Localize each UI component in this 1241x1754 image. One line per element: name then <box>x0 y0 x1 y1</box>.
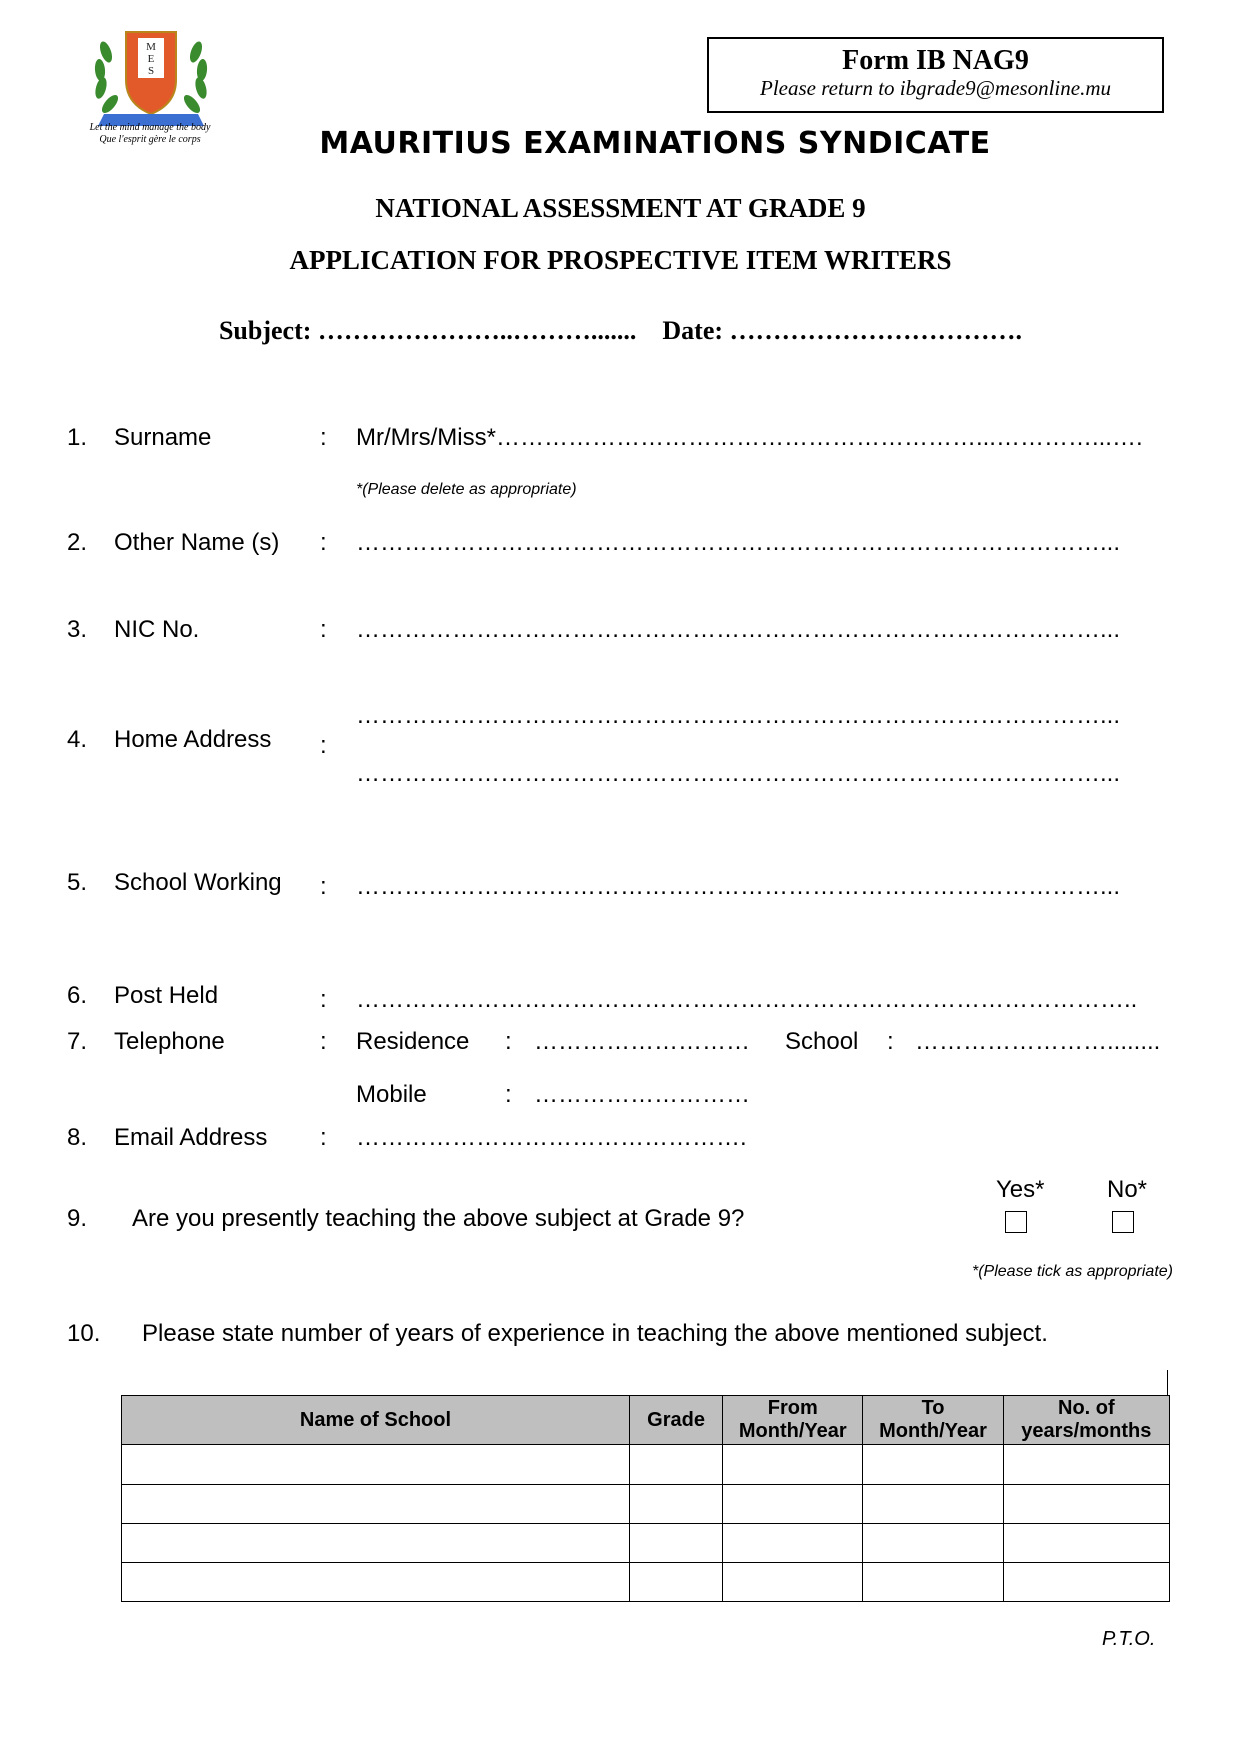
grade-cell[interactable] <box>629 1524 722 1563</box>
grade-cell[interactable] <box>629 1485 722 1524</box>
q7-colon: : <box>320 1028 327 1055</box>
q2-colon: : <box>320 529 327 556</box>
return-note: Please return to ibgrade9@mesonline.mu <box>760 76 1111 100</box>
duration-cell[interactable] <box>1003 1563 1169 1602</box>
form-id-box <box>707 37 1164 113</box>
email-field[interactable]: …………………………………………. <box>356 1124 747 1151</box>
svg-text:M: M <box>146 41 156 53</box>
table-edge-line <box>1167 1370 1168 1396</box>
date-label: Date: <box>662 316 724 345</box>
q4-colon: : <box>320 732 327 759</box>
page-turn-note: P.T.O. <box>1102 1628 1156 1650</box>
organisation-name: MAURITIUS EXAMINATIONS SYNDICATE <box>319 126 991 161</box>
nic-field[interactable]: …………………………………………………………………………………... <box>356 616 1121 643</box>
residence-label: Residence <box>356 1028 470 1055</box>
q9-number: 9. <box>67 1205 88 1232</box>
school-name-cell[interactable] <box>122 1485 630 1524</box>
table-header-row <box>122 1396 1170 1445</box>
q5-number: 5. <box>67 869 88 896</box>
q1-number: 1. <box>67 424 88 451</box>
q9-note: *(Please tick as appropriate) <box>972 1263 1173 1280</box>
duration-cell[interactable] <box>1003 1524 1169 1563</box>
grade-cell[interactable] <box>629 1445 722 1485</box>
experience-table <box>121 1395 1170 1602</box>
school-phone-colon: : <box>887 1028 894 1055</box>
from-cell[interactable] <box>723 1563 863 1602</box>
school-phone-label: School <box>785 1028 859 1055</box>
motto-french: Que l'esprit gère le corps <box>99 134 201 145</box>
school-name-cell[interactable] <box>122 1445 630 1485</box>
q9-question: Are you presently teaching the above subject at Grade 9? <box>132 1205 745 1232</box>
table-row <box>122 1485 1170 1524</box>
subject-date-line <box>0 316 1241 346</box>
mobile-phone-field[interactable]: ……………………… <box>534 1081 750 1108</box>
svg-text:E: E <box>147 53 155 65</box>
no-checkbox[interactable] <box>1112 1211 1134 1233</box>
other-names-field[interactable]: …………………………………………………………………………………... <box>356 529 1121 556</box>
q6-number: 6. <box>67 982 88 1009</box>
motto-english: Let the mind manage the body <box>89 122 211 133</box>
header-name-of-school: Name of School <box>122 1396 630 1445</box>
school-phone-field[interactable]: ……………………........ <box>915 1028 1161 1055</box>
from-cell[interactable] <box>723 1445 863 1485</box>
q3-label: NIC No. <box>114 616 200 643</box>
subject-label: Subject: <box>218 316 312 345</box>
q5-colon: : <box>320 873 327 900</box>
residence-phone-field[interactable]: ……………………… <box>534 1028 750 1055</box>
table-row <box>122 1524 1170 1563</box>
from-cell[interactable] <box>723 1485 863 1524</box>
q1-label: Surname <box>114 424 212 451</box>
q6-label: Post Held <box>114 982 219 1009</box>
no-label: No* <box>1107 1176 1148 1203</box>
from-cell[interactable] <box>723 1524 863 1563</box>
q4-label: Home Address <box>114 726 272 753</box>
residence-colon: : <box>505 1028 512 1055</box>
school-name-cell[interactable] <box>122 1524 630 1563</box>
date-field[interactable]: ……………………………. <box>729 316 1023 345</box>
post-held-field[interactable]: …………………………………………………………………………………….. <box>356 986 1138 1013</box>
yes-label: Yes* <box>996 1176 1045 1203</box>
mobile-colon: : <box>505 1081 512 1108</box>
q7-number: 7. <box>67 1028 88 1055</box>
q8-label: Email Address <box>114 1124 268 1151</box>
q8-colon: : <box>320 1124 327 1151</box>
form-id: Form IB NAG9 <box>842 45 1029 76</box>
q7-label: Telephone <box>114 1028 225 1055</box>
home-address-field-line1[interactable]: …………………………………………………………………………………... <box>356 702 1121 729</box>
table-row <box>122 1445 1170 1485</box>
header-from: From Month/Year <box>723 1396 863 1445</box>
q6-colon: : <box>320 986 327 1013</box>
home-address-field-line2[interactable]: …………………………………………………………………………………... <box>356 760 1121 787</box>
application-title: APPLICATION FOR PROSPECTIVE ITEM WRITERS <box>289 245 952 275</box>
mobile-label: Mobile <box>356 1081 427 1108</box>
subject-field[interactable]: …………………..………....... <box>317 316 637 345</box>
yes-checkbox[interactable] <box>1005 1211 1027 1233</box>
q3-number: 3. <box>67 616 88 643</box>
to-cell[interactable] <box>863 1485 1003 1524</box>
to-cell[interactable] <box>863 1524 1003 1563</box>
header-duration: No. of years/months <box>1003 1396 1169 1445</box>
duration-cell[interactable] <box>1003 1485 1169 1524</box>
q2-label: Other Name (s) <box>114 529 280 556</box>
q4-number: 4. <box>67 726 88 753</box>
to-cell[interactable] <box>863 1445 1003 1485</box>
q2-number: 2. <box>67 529 88 556</box>
to-cell[interactable] <box>863 1563 1003 1602</box>
surname-field[interactable]: Mr/Mrs/Miss*……………………………………………………...…………...…. <box>356 424 1143 451</box>
table-row <box>122 1563 1170 1602</box>
grade-cell[interactable] <box>629 1563 722 1602</box>
assessment-title: NATIONAL ASSESSMENT AT GRADE 9 <box>375 193 866 223</box>
q5-label: School Working <box>114 869 282 896</box>
q1-note: *(Please delete as appropriate) <box>356 481 577 498</box>
school-name-cell[interactable] <box>122 1563 630 1602</box>
q8-number: 8. <box>67 1124 88 1151</box>
svg-text:S: S <box>147 65 155 77</box>
q10-number: 10. <box>67 1320 101 1347</box>
q3-colon: : <box>320 616 327 643</box>
q10-question: Please state number of years of experience in teaching the above mentioned subject. <box>142 1320 1048 1347</box>
header-to: To Month/Year <box>863 1396 1003 1445</box>
duration-cell[interactable] <box>1003 1445 1169 1485</box>
header-grade: Grade <box>629 1396 722 1445</box>
q1-colon: : <box>320 424 327 451</box>
school-working-field[interactable]: …………………………………………………………………………………... <box>356 873 1121 900</box>
